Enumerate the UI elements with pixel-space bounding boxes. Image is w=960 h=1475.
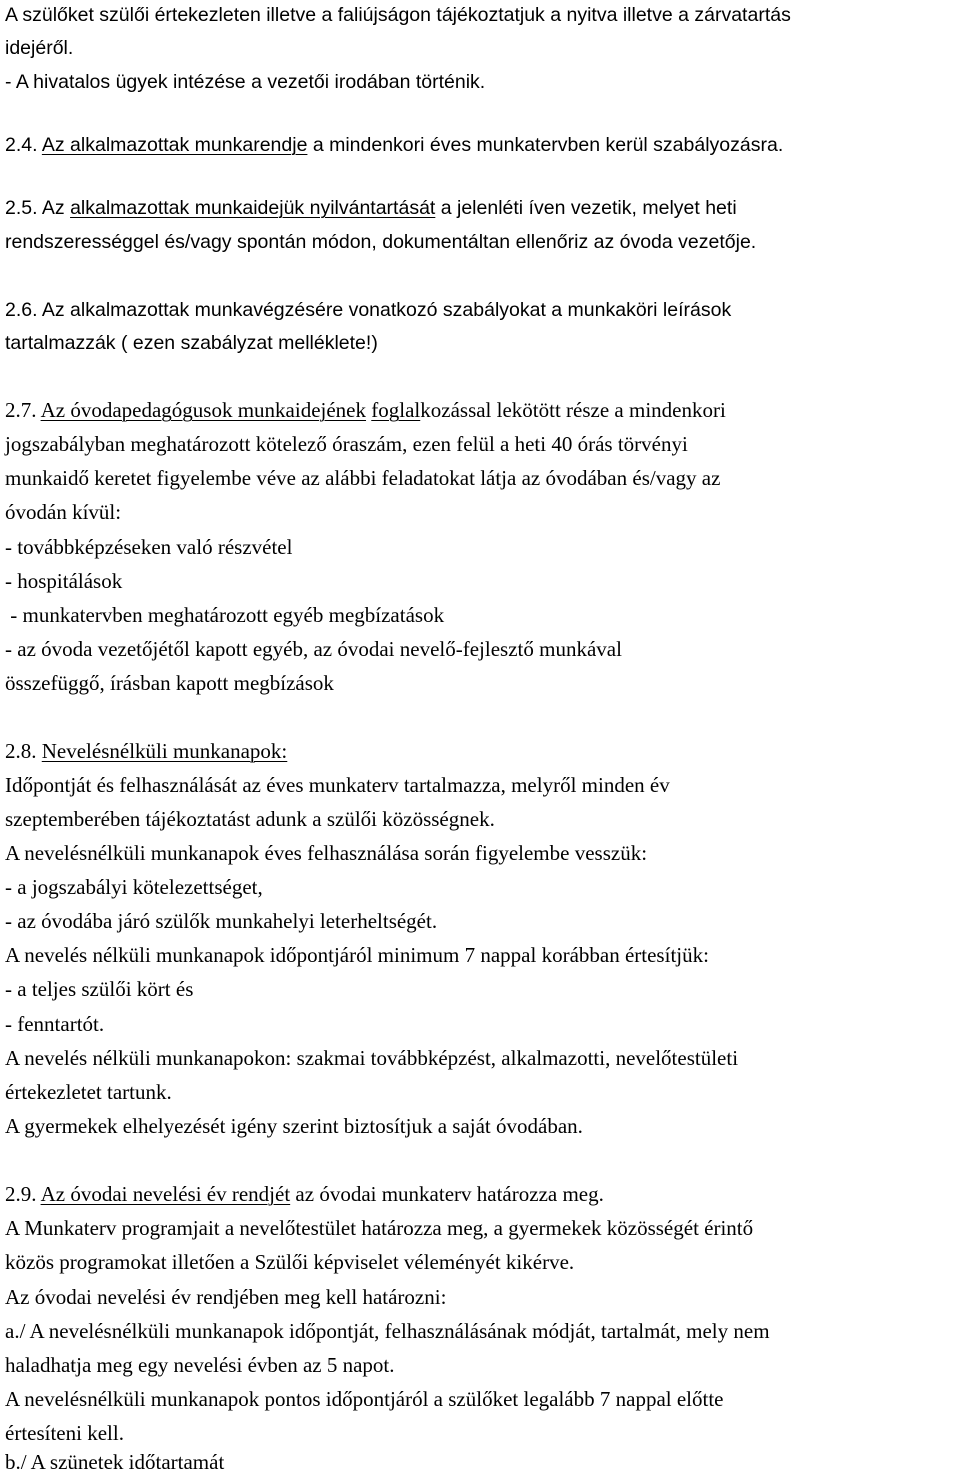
section-2-5 — [5, 195, 737, 221]
text-line — [5, 431, 688, 457]
section-2-6 — [5, 297, 731, 323]
section-2-7-line-8: - az óvoda vezetőjétől kapott egyéb, az óvodai nevelő-fejlesztő munkával — [5, 637, 622, 661]
intro-line-1: A szülőket szülői értekezleten illetve a faliújságon tájékoztatjuk a nyitva illetve a zárvatartás — [5, 4, 791, 26]
list-item — [5, 1318, 770, 1344]
section-2-7-line-2: jogszabályban meghatározott kötelező óraszám, ezen felül a heti 40 órás törvényi — [5, 432, 688, 456]
text-line — [5, 1079, 172, 1105]
underlined-term: foglal — [371, 398, 421, 422]
text-line — [5, 670, 334, 696]
list-item — [5, 1449, 224, 1475]
section-2-8-line-3: szeptemberében tájékoztatást adunk a szülői közösségnek. — [5, 807, 495, 831]
section-2-7-line-9: összefüggő, írásban kapott megbízások — [5, 671, 334, 695]
text-line — [5, 1386, 724, 1412]
section-2-6-line-1: 2.6. Az alkalmazottak munkavégzésére vonatkozó szabályokat a munkaköri leírások — [5, 299, 732, 321]
section-2-9-line-8: értesíteni kell. — [5, 1421, 124, 1445]
section-2-8 — [5, 738, 287, 764]
section-2-7-line-5: - továbbképzéseken való részvétel — [5, 535, 293, 559]
text-line — [5, 1045, 738, 1071]
text-line — [5, 499, 121, 525]
intro-line-2: idejéről. — [5, 37, 74, 59]
section-2-8-line-8: - a teljes szülői kört és — [5, 977, 194, 1001]
underlined-term: Az óvodapedagógusok munkaidejének — [40, 398, 367, 422]
section-number: 2.5. — [5, 197, 42, 219]
list-item — [5, 874, 263, 900]
section-2-7-line-7: - munkatervben meghatározott egyéb megbízatások — [5, 603, 445, 627]
section-2-8-line-11: értekezletet tartunk. — [5, 1080, 172, 1104]
text-line — [5, 1215, 753, 1241]
section-2-9-line-7: A nevelésnélküli munkanapok pontos időpontjáról a szülőket legalább 7 nappal előtte — [5, 1387, 724, 1411]
section-number: 2.7. — [5, 398, 41, 422]
list-item — [5, 636, 622, 662]
section-2-9-line-6: haladhatja meg egy nevelési évben az 5 napot. — [5, 1353, 395, 1377]
section-2-8-line-4: A nevelésnélküli munkanapok éves felhasználása során figyelembe vesszük: — [5, 841, 648, 865]
section-number: 2.8. — [5, 739, 42, 763]
text-line — [5, 1249, 574, 1275]
section-number: 2.4. — [5, 134, 42, 156]
list-item — [5, 1011, 104, 1037]
section-2-8-line-12: A gyermekek elhelyezését igény szerint biztosítjuk a saját óvodában. — [5, 1114, 583, 1138]
section-2-8-line-9: - fenntartót. — [5, 1012, 105, 1036]
section-2-6-line-2: tartalmazzák ( ezen szabályzat melléklete!) — [5, 332, 378, 354]
section-2-9-line-2: A Munkaterv programjait a nevelőtestület határozza meg, a gyermekek közösségét érintő — [5, 1216, 754, 1240]
section-2-9 — [5, 1181, 604, 1207]
section-2-9-line-3: közös programokat illetően a Szülői képviselet véleményét kikérve. — [5, 1250, 575, 1274]
list-item — [5, 568, 122, 594]
section-text: kozással lekötött része a mindenkori — [420, 398, 726, 422]
section-2-8-line-5: - a jogszabályi kötelezettséget, — [5, 875, 263, 899]
list-item — [5, 976, 193, 1002]
text-line — [5, 229, 756, 255]
text-line — [5, 840, 647, 866]
text-line — [5, 1284, 446, 1310]
list-item — [5, 602, 444, 628]
section-2-8-line-10: A nevelés nélküli munkanapokon: szakmai továbbképzést, alkalmazotti, nevelőtestületi — [5, 1046, 739, 1070]
text-line — [5, 465, 720, 491]
text-line — [5, 772, 670, 798]
list-item — [5, 534, 292, 560]
section-2-4 — [5, 132, 783, 158]
underlined-term: Az óvodai nevelési év rendjét — [40, 1182, 291, 1206]
section-text: a jelenléti íven vezetik, melyet heti — [435, 197, 737, 219]
text-line — [5, 1113, 583, 1139]
underlined-term: alkalmazottak munkaidejük nyilvántartását — [70, 197, 436, 219]
text-line — [5, 1420, 124, 1446]
section-2-8-line-2: Időpontját és felhasználását az éves munkaterv tartalmazza, melyről minden év — [5, 773, 670, 797]
underlined-term: Nevelésnélküli munkanapok: — [41, 739, 288, 763]
section-2-9-line-5: a./ A nevelésnélküli munkanapok időpontját, felhasználásának módját, tartalmát, mely nem — [5, 1319, 770, 1343]
section-2-8-line-7: A nevelés nélküli munkanapok időpontjáról minimum 7 nappal korábban értesítjük: — [5, 943, 709, 967]
section-2-9-line-4: Az óvodai nevelési év rendjében meg kell határozni: — [5, 1285, 447, 1309]
section-2-8-line-6: - az óvodába járó szülők munkahelyi leterheltségét. — [5, 909, 438, 933]
section-2-7-line-3: munkaidő keretet figyelembe véve az alábbi feladatokat látja az óvodában és/vagy az — [5, 466, 721, 490]
text-line — [5, 34, 73, 60]
section-2-7-line-4: óvodán kívül: — [5, 500, 122, 524]
section-2-9-line-9: b./ A szünetek időtartamát — [5, 1450, 225, 1474]
section-number: 2.9. — [5, 1182, 41, 1206]
text-line — [5, 806, 495, 832]
underlined-term: Az alkalmazottak munkarendje — [41, 134, 308, 156]
section-text: Az — [41, 197, 71, 219]
text-line — [5, 1352, 395, 1378]
section-2-5-line-2: rendszerességgel és/vagy spontán módon, dokumentáltan ellenőriz az óvoda vezetője. — [5, 231, 757, 253]
intro-line-3: - A hivatalos ügyek intézése a vezetői irodában történik. — [5, 71, 486, 93]
text-line — [5, 1, 791, 27]
section-text: az óvodai munkaterv határozza meg. — [290, 1182, 604, 1206]
text-line — [5, 330, 378, 356]
list-item — [5, 908, 437, 934]
section-2-7 — [5, 397, 726, 423]
section-text: a mindenkori éves munkatervben kerül szabályozásra. — [307, 134, 784, 156]
text-line — [5, 942, 709, 968]
section-2-7-line-6: - hospitálások — [5, 569, 123, 593]
text-line — [5, 68, 485, 94]
